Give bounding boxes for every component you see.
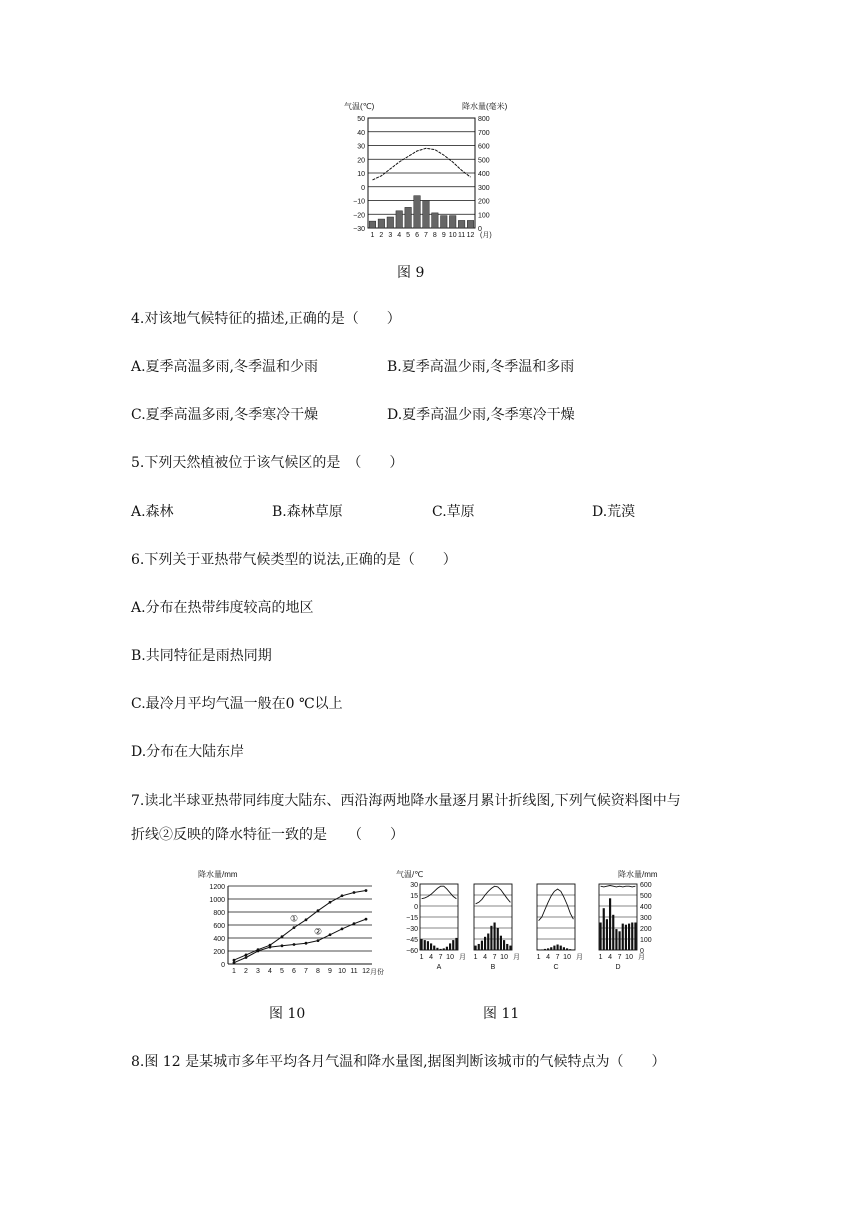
fig11-precip-bar — [475, 946, 477, 950]
fig11-panel-letter: D — [615, 964, 621, 971]
fig9-precip-bar — [405, 207, 412, 228]
fig9-temp-tick: 20 — [357, 157, 365, 165]
fig11-precip-bar — [547, 948, 549, 950]
q6-option-c[interactable]: C.最冷月平均气温一般在0 ℃以上 — [131, 696, 343, 712]
fig10-line-2 — [234, 919, 366, 963]
fig11-month-tick: 10 — [446, 954, 454, 961]
fig10-line1-point — [245, 954, 248, 957]
fig10-x-unit: 月份 — [370, 969, 384, 976]
fig11-month-tick: 7 — [438, 954, 443, 961]
fig9-precip-bar — [441, 216, 448, 228]
fig11-precip-bar — [634, 923, 636, 951]
fig11-month-tick: 7 — [617, 954, 622, 961]
fig9-month-tick: 11 — [457, 232, 466, 239]
fig11-precip-bar — [619, 931, 621, 950]
fig9-month-unit: (月) — [480, 232, 492, 239]
q5-stem: 5.下列天然植被位于该气候区的是 （ ） — [131, 455, 404, 471]
fig11-month-tick: 10 — [625, 954, 633, 961]
fig9-precip-tick: 500 — [478, 157, 490, 165]
fig11-panel-c — [537, 884, 583, 971]
fig11-precip-bar — [446, 947, 448, 950]
fig10-line2-point — [317, 939, 320, 942]
fig9-precip-bar — [449, 216, 456, 228]
fig10-line2-point — [245, 956, 248, 959]
fig11-month-tick: 7 — [492, 954, 497, 961]
fig11-month-tick: 4 — [608, 954, 613, 961]
fig11-month-tick: 1 — [598, 954, 603, 961]
fig10-line2-point — [353, 922, 356, 925]
fig10-line1-point — [293, 926, 296, 929]
fig11-precip-bar — [497, 928, 499, 950]
fig10-month-tick: 1 — [232, 968, 236, 975]
fig10-month-tick: 8 — [316, 968, 320, 975]
q6-stem: 6.下列关于亚热带气候类型的说法,正确的是（ ） — [131, 552, 457, 568]
q4-stem: 4.对该地气候特征的描述,正确的是（ ） — [131, 311, 401, 327]
fig11-precip-bar — [622, 924, 624, 950]
fig11-month-tick: 1 — [536, 954, 541, 961]
q6-option-b[interactable]: B.共同特征是雨热同期 — [131, 648, 272, 664]
fig10-y-tick: 0 — [221, 962, 225, 969]
fig9-temp-tick: −20 — [353, 212, 365, 220]
fig9-temp-tick: 10 — [357, 171, 365, 178]
fig11-temp-curve — [422, 886, 457, 899]
fig9-precip-bar — [378, 219, 385, 228]
fig10-caption: 图 10 — [269, 1006, 306, 1022]
fig11-precip-bar — [427, 941, 429, 950]
fig11-precip-bar — [421, 939, 423, 950]
fig11-precip-bar — [433, 946, 435, 950]
fig10-line2-point — [233, 961, 236, 964]
fig10-ylabel: 降水量/mm — [198, 870, 238, 879]
fig10-line1-point — [281, 935, 284, 938]
fig9-month-tick: 5 — [406, 232, 411, 239]
fig11-month-tick: 4 — [546, 954, 551, 961]
fig11-precip-tick: 600 — [640, 882, 652, 889]
fig11-precip-bar — [503, 940, 505, 950]
q4-option-b[interactable]: B.夏季高温少雨,冬季温和多雨 — [387, 359, 575, 375]
fig11-precip-bar — [550, 947, 552, 950]
fig10-line2-point — [281, 944, 284, 947]
fig10-line1-point — [365, 889, 368, 892]
fig9-precip-tick: 0 — [478, 226, 482, 233]
fig11-temp-tick: −45 — [406, 937, 418, 944]
fig11-precip-bar — [557, 945, 559, 951]
fig10-y-tick: 800 — [213, 910, 225, 917]
fig10-line2-point — [305, 942, 308, 945]
fig11-precip-tick: 0 — [640, 948, 644, 955]
fig9-caption: 图 9 — [397, 265, 425, 281]
fig10-month-tick: 11 — [350, 968, 358, 975]
fig11-precip-bar — [509, 946, 511, 950]
fig10-month-tick: 2 — [244, 968, 248, 975]
fig11-month-unit: 月 — [576, 954, 583, 961]
q4-option-a[interactable]: A.夏季高温多雨,冬季温和少雨 — [131, 359, 319, 375]
fig11-temp-curve — [601, 886, 636, 887]
q7-stem-line-2: 折线②反映的降水特征一致的是 （ ） — [131, 827, 404, 843]
fig11-precip-bar — [436, 948, 438, 950]
fig11-precip-tick: 200 — [640, 926, 652, 933]
fig11-precip-label: 降水量/mm — [618, 870, 658, 879]
fig11-precip-tick: 500 — [640, 893, 652, 900]
fig11-precip-bar — [553, 946, 555, 950]
fig11-precip-tick: 300 — [640, 915, 652, 922]
q8-stem: 8.图 12 是某城市多年平均各月气温和降水量图,据图判断该城市的气候特点为（ ） — [131, 1054, 666, 1070]
fig10-y-tick: 600 — [213, 923, 225, 930]
fig10-month-tick: 3 — [256, 968, 260, 975]
fig11-precip-bar — [615, 929, 617, 950]
fig11-precip-bar — [452, 940, 454, 950]
fig11-precip-bar — [424, 940, 426, 950]
fig9-month-tick: 10 — [448, 232, 457, 239]
fig10-line1-point — [329, 901, 332, 904]
fig11-month-unit: 月 — [459, 954, 466, 961]
fig10-month-tick: 6 — [292, 968, 296, 975]
fig9-temp-tick: 40 — [357, 129, 365, 137]
fig11-month-unit: 月 — [638, 954, 645, 961]
fig10-line2-point — [365, 918, 368, 921]
q4-option-d[interactable]: D.夏季高温少雨,冬季寒冷干燥 — [387, 407, 575, 423]
q6-option-a[interactable]: A.分布在热带纬度较高的地区 — [131, 600, 314, 616]
fig11-month-tick: 1 — [419, 954, 424, 961]
fig11-precip-bar — [541, 949, 543, 950]
fig11-precip-tick: 100 — [640, 937, 652, 944]
q5-option-d[interactable]: D.荒漠 — [592, 504, 636, 520]
q4-option-c[interactable]: C.夏季高温多雨,冬季寒冷干燥 — [131, 407, 319, 423]
fig11-precip-bar — [449, 943, 451, 950]
fig9-month-tick: 6 — [415, 232, 419, 239]
fig10-line1-point — [341, 894, 344, 897]
fig11-precip-bar — [628, 924, 630, 950]
q5-option-a[interactable]: A.森林 — [131, 504, 174, 520]
fig11-precip-bar — [631, 923, 633, 951]
fig10-line2-point — [257, 950, 260, 953]
fig9-month-tick: 4 — [397, 232, 402, 239]
fig9-month-tick: 8 — [432, 232, 437, 239]
fig9-temp-tick: 30 — [357, 143, 365, 151]
fig9-precip-bar — [369, 221, 376, 228]
fig11-precip-bar — [500, 936, 502, 950]
q5-option-c[interactable]: C.草原 — [432, 504, 475, 520]
figure-9-climate-chart — [330, 98, 530, 246]
fig11-precip-bar — [603, 908, 605, 950]
fig10-line2-point — [269, 946, 272, 949]
fig9-month-tick: 3 — [388, 232, 393, 239]
fig10-y-tick: 1000 — [209, 897, 225, 904]
fig10-line1-point — [233, 959, 236, 962]
fig11-panel-letter: C — [553, 964, 559, 971]
fig10-line1-point — [317, 909, 320, 912]
fig11-precip-bar — [600, 923, 602, 951]
fig11-month-tick: 10 — [563, 954, 571, 961]
fig10-month-tick: 9 — [328, 968, 332, 975]
fig9-precip-bar — [432, 213, 439, 228]
fig9-precip-bar — [458, 220, 465, 228]
fig10-line2-point — [293, 943, 296, 946]
fig11-precip-bar — [572, 949, 574, 950]
fig11-panel-letter: A — [436, 964, 442, 971]
fig11-month-unit: 月 — [513, 954, 520, 961]
fig11-temp-tick: 30 — [410, 882, 418, 889]
fig9-precip-tick: 400 — [478, 171, 490, 178]
fig10-month-tick: 12 — [362, 968, 370, 975]
fig10-line2-point — [341, 928, 344, 931]
fig11-precip-bar — [478, 944, 480, 950]
fig9-temperature-curve — [373, 148, 471, 180]
fig11-precip-bar — [606, 919, 608, 950]
fig9-precip-tick: 600 — [478, 143, 490, 151]
fig11-precip-bar — [569, 949, 571, 950]
fig11-precip-bar — [506, 944, 508, 950]
fig9-month-tick: 12 — [466, 232, 475, 239]
fig9-month-tick: 7 — [424, 232, 428, 239]
fig11-precip-bar — [455, 938, 457, 950]
fig10-month-tick: 5 — [280, 968, 284, 975]
fig11-temp-label: 气温/℃ — [396, 870, 424, 879]
fig9-precip-tick: 100 — [478, 212, 490, 220]
fig9-temp-tick: 50 — [357, 116, 365, 123]
q6-option-d[interactable]: D.分布在大陆东岸 — [131, 744, 245, 760]
fig9-month-tick: 2 — [379, 232, 384, 239]
fig11-precip-bar — [440, 949, 442, 950]
fig10-line1-point — [353, 891, 356, 894]
fig11-precip-tick: 400 — [640, 904, 652, 911]
fig9-right-axis-label: 降水量(毫米) — [462, 102, 508, 111]
fig11-caption: 图 11 — [483, 1006, 520, 1022]
fig10-y-tick: 1200 — [209, 884, 225, 891]
fig11-precip-bar — [430, 943, 432, 950]
fig11-precip-bar — [563, 947, 565, 950]
fig10-line1-point — [305, 918, 308, 921]
fig11-precip-bar — [612, 915, 614, 950]
fig10-line-2-label: ② — [314, 926, 323, 937]
fig9-temp-tick: −30 — [353, 226, 365, 233]
fig11-temp-tick: 15 — [410, 893, 418, 900]
fig9-month-tick: 9 — [441, 232, 446, 239]
fig11-precip-bar — [538, 949, 540, 950]
fig9-left-axis-label: 气温(℃) — [344, 102, 375, 111]
fig9-month-tick: 1 — [370, 232, 375, 239]
fig11-precip-bar — [566, 948, 568, 950]
fig11-panel-letter: B — [490, 964, 496, 971]
figure-10-cumulative-precip-chart — [196, 866, 386, 978]
fig9-precip-tick: 700 — [478, 129, 490, 137]
fig9-precip-bar — [396, 211, 403, 228]
fig11-precip-bar — [484, 937, 486, 950]
fig9-precip-bar — [414, 196, 421, 228]
fig11-month-tick: 4 — [429, 954, 434, 961]
fig11-panel-b — [474, 884, 520, 971]
fig10-month-tick: 4 — [268, 968, 272, 975]
fig9-precip-bar — [387, 217, 394, 228]
figure-11-climate-panels — [394, 866, 664, 978]
fig11-temp-tick: −15 — [406, 915, 418, 922]
fig9-precip-tick: 200 — [478, 198, 490, 206]
fig11-precip-bar — [560, 946, 562, 950]
fig11-precip-bar — [544, 949, 546, 950]
fig11-precip-bar — [481, 941, 483, 950]
fig9-precip-bar — [423, 201, 430, 229]
fig11-precip-bar — [487, 934, 489, 951]
fig9-temp-tick: −10 — [353, 198, 365, 206]
fig11-temp-tick: 0 — [414, 904, 418, 911]
fig9-temp-tick: 0 — [361, 184, 365, 192]
fig11-precip-bar — [609, 898, 611, 950]
fig11-month-tick: 4 — [483, 954, 488, 961]
fig10-month-tick: 10 — [338, 968, 346, 975]
fig10-line2-point — [329, 933, 332, 936]
q7-stem-line-1: 7.读北半球亚热带同纬度大陆东、西沿海两地降水量逐月累计折线图,下列气候资料图中与 — [131, 793, 681, 809]
q5-option-b[interactable]: B.森林草原 — [272, 504, 343, 520]
fig11-temp-tick: −60 — [406, 948, 418, 955]
fig11-month-tick: 1 — [473, 954, 478, 961]
fig11-precip-bar — [625, 925, 627, 950]
fig9-precip-tick: 800 — [478, 116, 490, 123]
fig11-precip-bar — [494, 923, 496, 951]
fig10-y-tick: 400 — [213, 936, 225, 943]
fig10-y-tick: 200 — [213, 949, 225, 956]
fig9-precip-tick: 300 — [478, 184, 490, 192]
fig10-line-1-label: ① — [290, 913, 299, 924]
fig11-panel-a — [420, 884, 466, 971]
fig11-temp-curve — [539, 889, 574, 921]
fig11-month-tick: 7 — [555, 954, 560, 961]
fig9-precip-bar — [467, 220, 474, 228]
fig11-month-tick: 10 — [500, 954, 508, 961]
fig11-temp-tick: −30 — [406, 926, 418, 933]
fig11-panel-d — [599, 884, 645, 971]
fig11-precip-bar — [490, 926, 492, 950]
fig10-month-tick: 7 — [304, 968, 308, 975]
fig11-precip-bar — [443, 948, 445, 950]
